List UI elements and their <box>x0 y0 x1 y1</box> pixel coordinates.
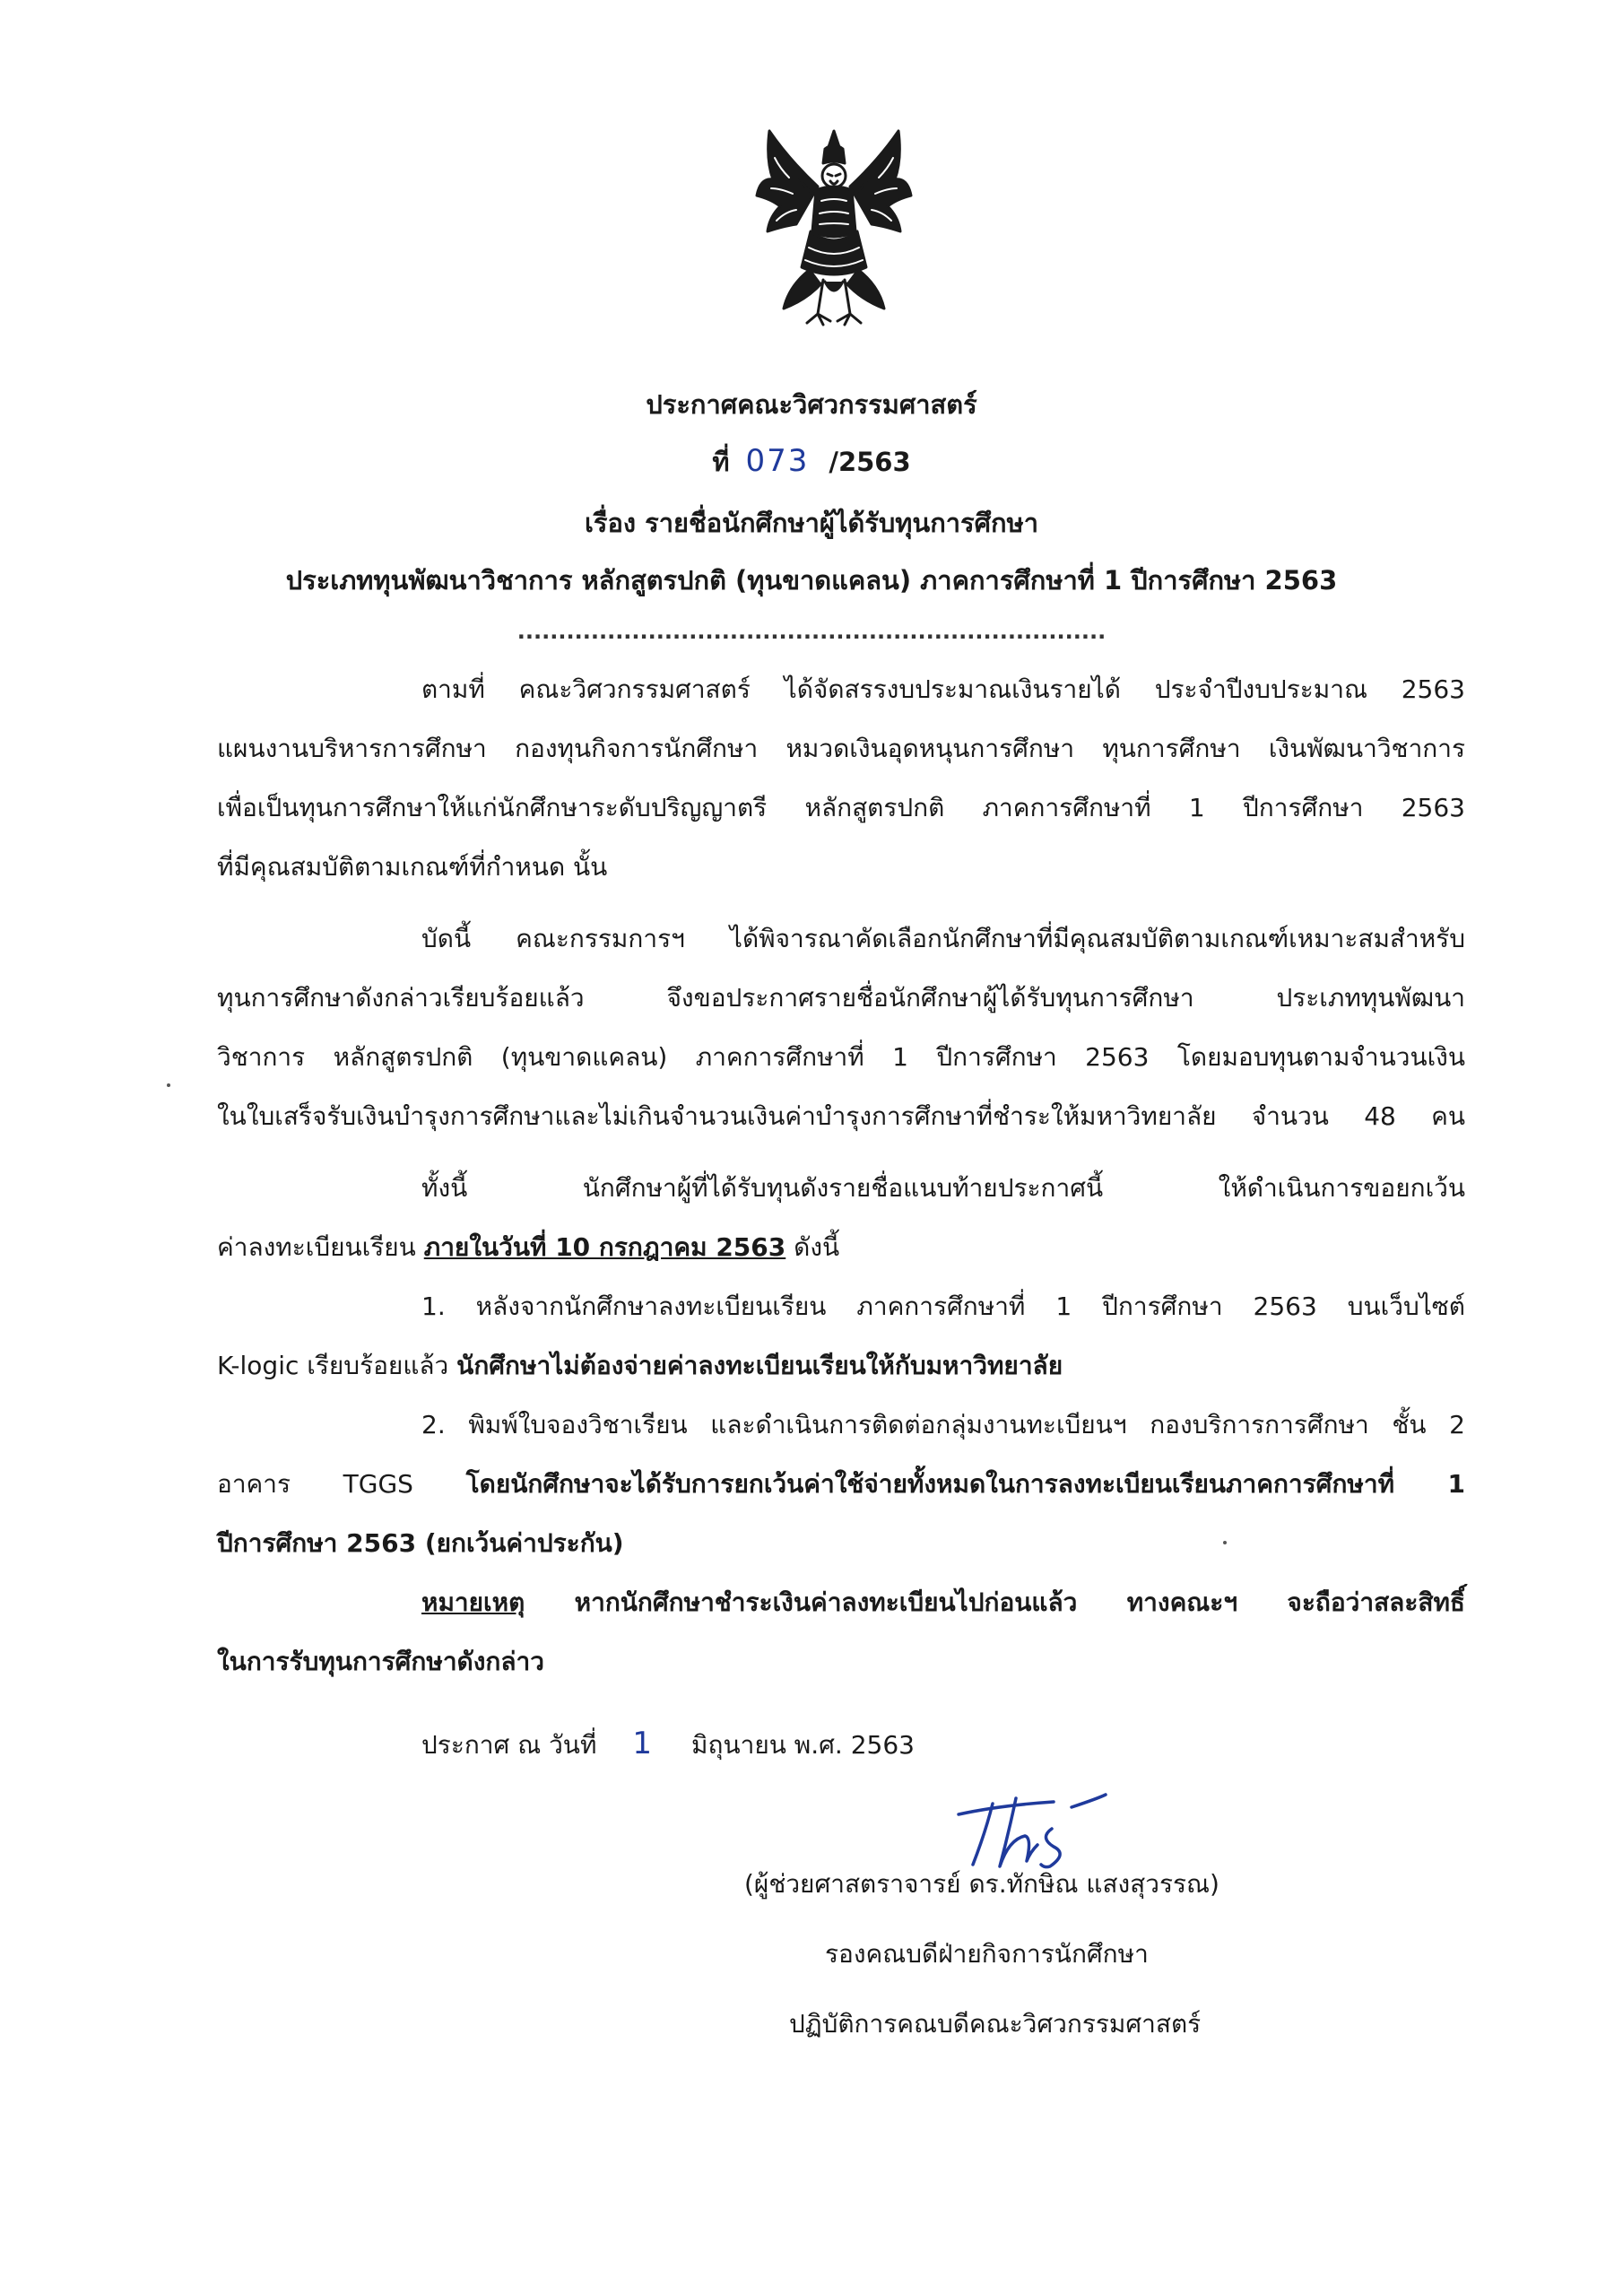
paragraph-1-line: เพื่อเป็นทุนการศึกษาให้แก่นักศึกษาระดับปริญญาตรี หลักสูตรปกติ ภาคการศึกษาที่ 1 ปีการศึกษา 2563 <box>217 793 1465 822</box>
item-2-line: ปีการศึกษา 2563 (ยกเว้นค่าประกัน) <box>217 1528 624 1558</box>
paragraph-1-line: ที่มีคุณสมบัติตามเกณฑ์ที่กำหนด นั้น <box>217 852 608 882</box>
note-line: ในการรับทุนการศึกษาดังกล่าว <box>217 1647 544 1676</box>
paragraph-2-line: วิชาการ หลักสูตรปกติ (ทุนขาดแคลน) ภาคการศึกษาที่ 1 ปีการศึกษา 2563 โดยมอบทุนตามจำนวนเงิน <box>217 1042 1465 1072</box>
announcement-subject: เรื่อง รายชื่อนักศึกษาผู้ได้รับทุนการศึกษา <box>585 508 1038 538</box>
text-segment: ค่าลงทะเบียนเรียน <box>217 1232 416 1262</box>
paragraph-3-line <box>217 1232 839 1263</box>
signer-position: รองคณบดีฝ่ายกิจการนักศึกษา <box>825 1939 1149 1969</box>
scan-speck <box>1223 1541 1227 1544</box>
paragraph-1-line: แผนงานบริหารการศึกษา กองทุนกิจการนักศึกษา หมวดเงินอุดหนุนการศึกษา ทุนการศึกษา เงินพัฒนาวิชาการ <box>217 734 1465 763</box>
bold-text: นักศึกษาไม่ต้องจ่ายค่าลงทะเบียนเรียนให้กับมหาวิทยาลัย <box>456 1351 1063 1380</box>
number-suffix: /2563 <box>829 447 911 477</box>
item-1-line <box>217 1351 1063 1381</box>
item-2-line: 2. พิมพ์ใบจองวิชาเรียน และดำเนินการติดต่อกลุ่มงานทะเบียนฯ กองบริการการศึกษา ชั้น 2 <box>421 1410 1465 1439</box>
text-segment: ดังนี้ <box>794 1232 840 1262</box>
deadline-text: ภายในวันที่ 10 กรกฎาคม 2563 <box>423 1232 786 1262</box>
signer-name: (ผู้ช่วยศาสตราจารย์ ดร.ทักษิณ แสงสุวรรณ) <box>744 1869 1219 1899</box>
number-handwritten: 073 <box>745 443 810 479</box>
announce-prefix: ประกาศ ณ วันที่ <box>421 1730 597 1760</box>
paragraph-3-line: ทั้งนี้ นักศึกษาผู้ที่ได้รับทุนดังรายชื่อแนบท้ายประกาศนี้ ให้ดำเนินการขอยกเว้น <box>421 1173 1465 1203</box>
announcement-number <box>0 441 1623 483</box>
announce-day-handwritten: 1 <box>632 1726 653 1761</box>
item-2-line <box>217 1469 1465 1500</box>
announce-date <box>421 1726 915 1762</box>
note-line <box>421 1587 1465 1618</box>
note-label: หมายเหตุ <box>421 1587 525 1617</box>
separator-dots: ........................................................................ <box>516 619 1107 644</box>
paragraph-1-line: ตามที่ คณะวิศวกรรมศาสตร์ ได้จัดสรรงบประมาณเงินรายได้ ประจำปีงบประมาณ 2563 <box>421 674 1465 704</box>
paragraph-2-line: ในใบเสร็จรับเงินบำรุงการศึกษาและไม่เกินจำนวนเงินค่าบำรุงการศึกษาที่ชำระให้มหาวิทยาลัย จำนวน 48 คน <box>217 1101 1465 1131</box>
garuda-emblem-icon <box>753 124 915 335</box>
text-segment: K-logic เรียบร้อยแล้ว <box>217 1351 449 1380</box>
signer-acting-position: ปฏิบัติการคณบดีคณะวิศวกรรมศาสตร์ <box>789 2009 1202 2039</box>
paragraph-2-line: ทุนการศึกษาดังกล่าวเรียบร้อยแล้ว จึงขอประกาศรายชื่อนักศึกษาผู้ได้รับทุนการศึกษา ประเภททุนพัฒนา <box>217 983 1465 1013</box>
announce-suffix: มิถุนายน พ.ศ. 2563 <box>691 1730 915 1760</box>
note-text: หากนักศึกษาชำระเงินค่าลงทะเบียนไปก่อนแล้ว ทางคณะฯ จะถือว่าสละสิทธิ์ <box>574 1587 1466 1617</box>
announcement-title: ประกาศคณะวิศวกรรมศาสตร์ <box>646 389 977 420</box>
announcement-subject-line2: ประเภททุนพัฒนาวิชาการ หลักสูตรปกติ (ทุนขาดแคลน) ภาคการศึกษาที่ 1 ปีการศึกษา 2563 <box>285 565 1338 596</box>
number-prefix: ที่ <box>712 447 730 477</box>
handwritten-signature <box>946 1789 1112 1874</box>
text-segment: อาคาร TGGS <box>217 1469 413 1499</box>
paragraph-2-line: บัดนี้ คณะกรรมการฯ ได้พิจารณาคัดเลือกนักศึกษาที่มีคุณสมบัติตามเกณฑ์เหมาะสมสำหรับ <box>421 924 1465 953</box>
bold-text: โดยนักศึกษาจะได้รับการยกเว้นค่าใช้จ่ายทั้งหมดในการลงทะเบียนเรียนภาคการศึกษาที่ 1 <box>465 1469 1466 1499</box>
scan-speck <box>167 1083 170 1087</box>
item-1-line: 1. หลังจากนักศึกษาลงทะเบียนเรียน ภาคการศึกษาที่ 1 ปีการศึกษา 2563 บนเว็บไซต์ <box>421 1292 1465 1321</box>
